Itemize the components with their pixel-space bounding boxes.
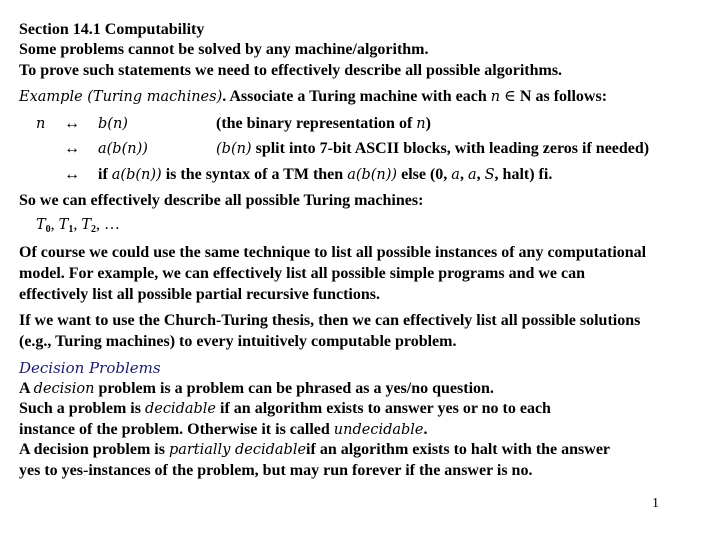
else-open: (0,	[429, 166, 452, 183]
text: problem is a problem can be phrased as a yes/no question.	[94, 380, 494, 397]
mapping-desc	[216, 115, 431, 133]
intro-line-2: To prove such statements we need to effectively describe all possible algorithms.	[19, 62, 563, 79]
tm-symbol: T	[58, 217, 69, 233]
term-partially-decidable: partially decidable	[168, 442, 307, 458]
element-of-symbol: ∈	[500, 88, 520, 105]
conditional-expr	[98, 166, 552, 184]
ellipsis: …	[104, 216, 121, 233]
decision-heading: Decision Problems	[19, 359, 161, 377]
biarrow-icon: ↔	[64, 166, 80, 183]
else-close: , halt)	[494, 166, 539, 183]
keyword-then: then	[312, 166, 344, 183]
cond-text: is the syntax of a TM	[161, 166, 313, 183]
page-number: 1	[652, 496, 659, 511]
else-a1: a	[451, 167, 460, 183]
partial-line-2: yes to yes-instances of the problem, but may run forever if the answer is no.	[19, 462, 533, 479]
summary-line: So we can effectively describe all possible Turing machines:	[19, 192, 424, 209]
var-n: n	[490, 89, 501, 105]
text: instance of the problem. Otherwise it is called	[19, 421, 334, 438]
models-line-2: model. For example, we can effectively list all possible simple programs and we can	[19, 265, 586, 282]
desc-text: (the binary representation of	[216, 115, 417, 132]
period: .	[548, 166, 553, 183]
else-sep: ,	[476, 166, 485, 183]
desc-text: split into 7-bit ASCII blocks, with leading zeros if needed)	[251, 140, 650, 157]
example-line	[19, 88, 607, 106]
mapping-desc	[216, 140, 649, 158]
text: Such a problem is	[19, 400, 145, 417]
else-a2: a	[467, 167, 477, 183]
text: .	[423, 421, 428, 438]
example-label: Example (Turing machines)	[19, 89, 223, 105]
text: if an algorithm exists to answer yes or no to each	[216, 400, 551, 417]
biarrow-icon: ↔	[64, 115, 80, 132]
biarrow-icon: ↔	[64, 140, 80, 157]
naturals-symbol: N	[519, 88, 532, 105]
desc-var: (b(n)	[216, 141, 252, 157]
else-sep: ,	[459, 166, 468, 183]
models-line-3: effectively list all possible partial recursive functions.	[19, 286, 380, 303]
partial-line-1	[19, 441, 610, 459]
term-undecidable: undecidable	[333, 422, 424, 438]
example-tail: as follows:	[531, 88, 608, 105]
term-decidable: decidable	[144, 401, 217, 417]
term-decision: decision	[33, 381, 95, 397]
models-line-1: Of course we could use the same technique to list all possible instances of any computational	[19, 244, 647, 261]
desc-close: )	[425, 115, 431, 132]
tm-subscript: 1	[68, 224, 74, 235]
keyword-if: if	[98, 166, 108, 183]
tm-symbol: T	[36, 217, 46, 233]
decidable-line-2	[19, 421, 428, 439]
then-expr: a(b(n))	[347, 167, 398, 183]
else-s: S	[484, 167, 495, 183]
keyword-fi: fi	[538, 166, 549, 183]
church-line-1: If we want to use the Church-Turing thesis, then we can effectively list all possible solutions	[19, 312, 641, 329]
cond-expr: a(b(n))	[111, 167, 162, 183]
decidable-line-1	[19, 400, 551, 418]
tm-subscript: 0	[45, 224, 51, 235]
desc-var: n	[416, 116, 426, 132]
text: A decision problem is	[19, 441, 169, 458]
intro-line-1: Some problems cannot be solved by any machine/algorithm.	[19, 41, 429, 58]
mapping-expr: b(n)	[98, 116, 128, 132]
mapping-lhs: n	[36, 116, 46, 132]
church-line-2: (e.g., Turing machines) to every intuitively computable problem.	[19, 333, 457, 350]
tm-symbol: T	[81, 217, 92, 233]
section-title: Section 14.1 Computability	[19, 21, 205, 38]
text: A	[19, 380, 34, 397]
keyword-else: else	[401, 166, 426, 183]
example-text: . Associate a Turing machine with each	[222, 88, 491, 105]
tm-subscript: 2	[91, 224, 97, 235]
decision-def	[19, 380, 494, 398]
tm-list: $T_0$, $T_1$, $T_2$, …	[36, 216, 121, 235]
text: if an algorithm exists to halt with the answer	[306, 441, 611, 458]
mapping-expr: a(b(n))	[98, 141, 148, 157]
